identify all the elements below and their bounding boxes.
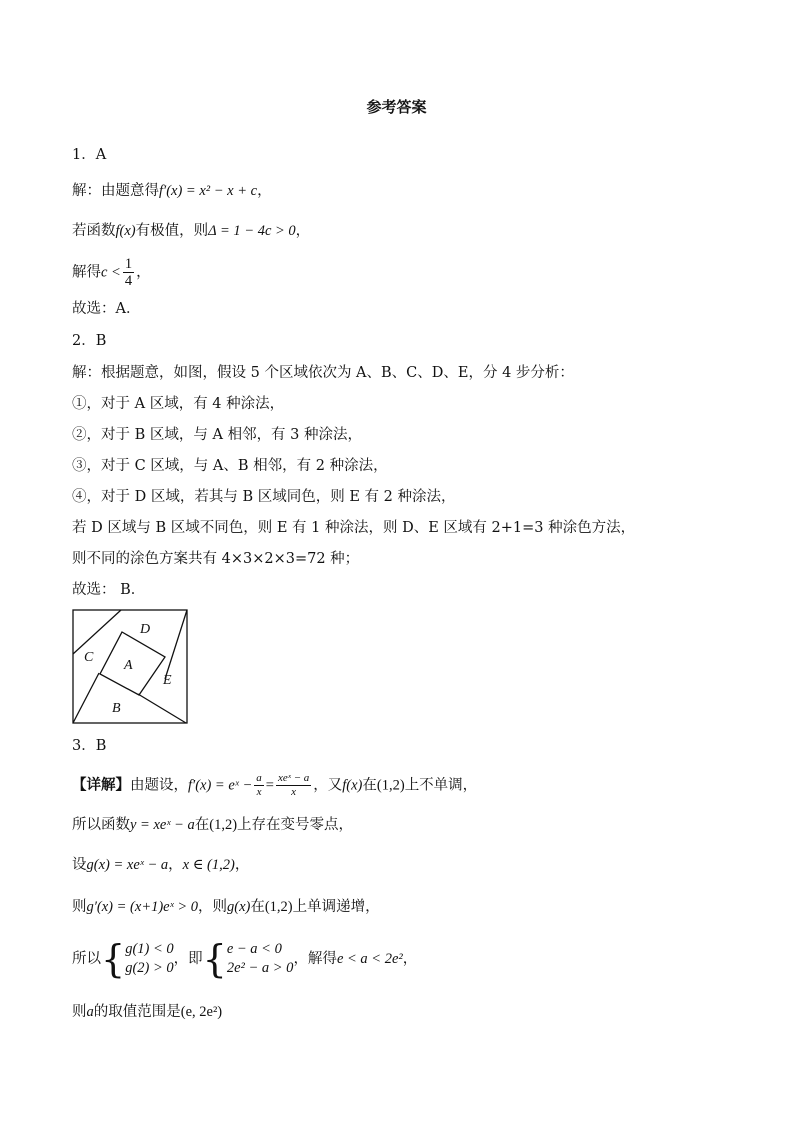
page-title: 参考答案 (366, 98, 427, 116)
q3-l2-formula: y = xeˣ − a (130, 817, 195, 833)
q1-line-1 (72, 181, 272, 201)
q3-l5-row-4: 2e² − a > 0 (226, 960, 294, 976)
q3-l2-text: 所以函数 (72, 817, 130, 833)
q3-l5-sol: ，解得 (293, 951, 337, 967)
q3-l1-fx: f(x) (342, 777, 363, 794)
q1-l1-formula: f′(x) = x² − x + c (159, 183, 258, 199)
q3-l6-a: a (86, 1004, 94, 1020)
q3-l1-frac1-den: x (256, 786, 262, 798)
q2-line-7: 则不同的涂色方案共有 4×3×2×3=72 种； (72, 551, 360, 567)
q2-heading: 2．B (72, 333, 107, 349)
q3-l4-gx: g(x) (227, 899, 251, 915)
q3-l1-mid: ，又 (313, 777, 343, 794)
q1-l2-punct: ， (295, 223, 311, 239)
q1-line-2 (72, 221, 310, 241)
q3-l5-mid: ，即 (173, 951, 203, 967)
q3-l6-range: (e, 2e²) (180, 1004, 223, 1020)
q3-l4-in: 在 (250, 899, 265, 915)
q3-l3-domain: x ∈ (1,2) (182, 857, 235, 873)
q3-line-3 (72, 855, 249, 875)
q3-l1-formula: f′(x) = eˣ − (188, 777, 253, 794)
region-label-b: B (112, 701, 121, 716)
q1-l3-frac-den: 4 (124, 273, 133, 289)
left-brace: { (202, 937, 227, 981)
q3-l4-text: 则 (72, 899, 87, 915)
q3-l1-fraction-1 (254, 772, 264, 799)
q3-line-5 (72, 937, 417, 981)
q1-line-4: 故选：A． (72, 301, 141, 317)
q3-l3-text: 设 (72, 857, 87, 873)
q2-line-4: ③，对于 C 区域，与 A、B 相邻，有 2 种涂法， (72, 458, 388, 474)
q3-l4-mid: ，则 (198, 899, 227, 915)
region-label-a: A (124, 658, 133, 673)
q1-l3-punct: ， (136, 264, 151, 281)
q1-l3-formula: c < (101, 264, 121, 281)
q3-l4-interval: (1,2) (264, 899, 293, 915)
q3-l1-frac2-den: x (291, 786, 297, 798)
q1-l3-text: 解得 (72, 264, 101, 281)
q2-line-8: 故选： B． (72, 582, 146, 598)
q3-l2-post: 上存在变号零点， (237, 817, 354, 833)
q3-l5-row-3: e − a < 0 (226, 941, 282, 957)
q3-l1-frac1-num: a (256, 772, 262, 784)
q3-l4-formula: g′(x) = (x+1)eˣ > 0 (86, 899, 198, 915)
q3-l1-fraction-2 (276, 772, 311, 799)
q2-line-6: 若 D 区域与 B 区域不同色，则 E 有 1 种涂法，则 D、E 区域有 2+1=3 种涂色方法， (72, 520, 636, 536)
q3-l5-row-1: g(1) < 0 (125, 941, 174, 957)
q3-l1-interval: (1,2) (376, 777, 405, 794)
q3-l5-post: ， (402, 951, 418, 967)
q3-l4-post: 上单调递增， (292, 899, 380, 915)
q1-l3-fraction (123, 256, 134, 289)
q3-l2-interval: (1,2) (209, 817, 238, 833)
diagram-line-left (73, 673, 99, 723)
q2-line-2: ①，对于 A 区域，有 4 种涂法， (72, 396, 285, 412)
q3-l6-mid: 的取值范围是 (93, 1004, 181, 1020)
diagram-line-right (165, 610, 187, 679)
q1-l2-text: 若函数 (72, 223, 116, 239)
q3-l1-in: 在 (362, 777, 377, 794)
q2-line-1: 解：根据题意，如图，假设 5 个区域依次为 A、B、C、D、E，分 4 步分析： (72, 365, 574, 381)
q3-line-6 (72, 1002, 222, 1022)
q3-l5-system-2 (203, 937, 294, 981)
left-brace: { (101, 937, 126, 981)
q3-line-1 (72, 772, 477, 799)
q3-heading: 3．B (72, 738, 107, 754)
region-label-c: C (84, 650, 94, 665)
q1-l2-mid: 有极值，则 (135, 223, 209, 239)
diagram-line-bottom (138, 694, 186, 723)
q3-l1-tag: 【详解】 (72, 776, 130, 794)
q3-l1-frac2-num: xeˣ − a (277, 772, 310, 784)
q1-l3-frac-num: 1 (124, 256, 133, 272)
q2-line-5: ④，对于 D 区域，若其与 B 区域同色，则 E 有 2 种涂法， (72, 489, 456, 505)
q3-l1-eq: = (265, 777, 274, 794)
q3-l5-text: 所以 (72, 951, 101, 967)
region-label-d: D (140, 622, 151, 637)
q1-l1-punct: ， (257, 183, 272, 199)
q3-line-2 (72, 815, 353, 835)
q3-l6-text: 则 (72, 1004, 87, 1020)
q2-line-3: ②，对于 B 区域，与 A 相邻，有 3 种涂法， (72, 427, 363, 443)
q1-heading: 1．A (72, 147, 107, 163)
q3-l5-system-1 (101, 937, 174, 981)
region-diagram (72, 609, 190, 725)
q3-l1-post: 上不单调， (404, 777, 478, 794)
q3-l5-inequality: e < a < 2e² (336, 951, 403, 967)
q1-line-3 (72, 256, 151, 289)
q3-l3-post: ， (234, 857, 250, 873)
q1-l2-formula: Δ = 1 − 4c > 0 (208, 223, 296, 239)
q3-line-4 (72, 897, 380, 917)
q3-l5-row-2: g(2) > 0 (125, 960, 174, 976)
q1-l1-text: 解：由题意得 (72, 183, 159, 199)
q3-l3-formula: g(x) = xeˣ − a (86, 857, 169, 873)
q3-l2-in: 在 (194, 817, 210, 833)
q3-l3-sep: ， (168, 857, 183, 873)
q1-l2-fx: f(x) (115, 223, 136, 239)
q3-l1-text: 由题设， (130, 777, 188, 794)
region-label-e: E (163, 673, 172, 688)
